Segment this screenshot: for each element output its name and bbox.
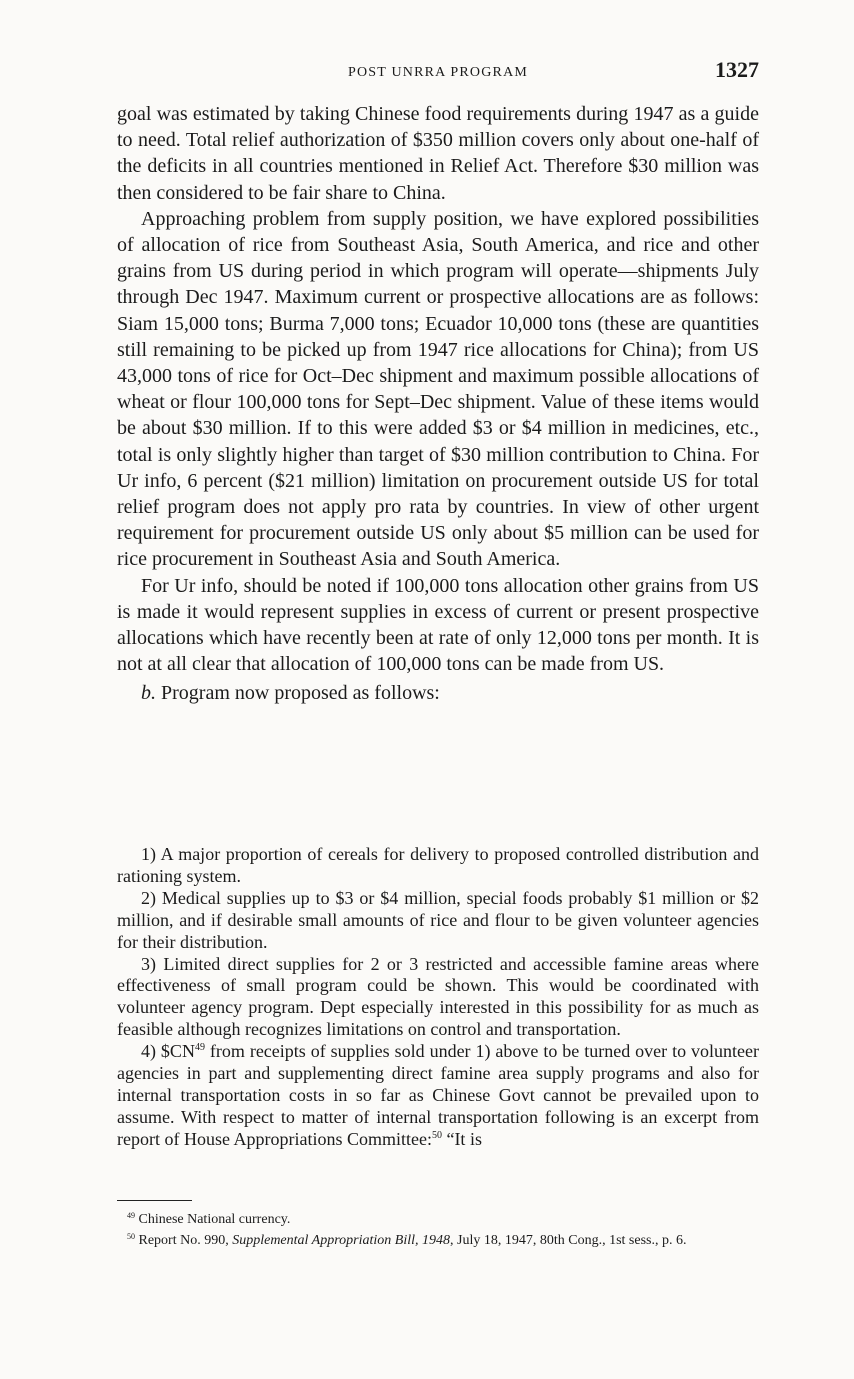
running-head: POST UNRRA PROGRAM xyxy=(347,65,529,80)
subsection-b xyxy=(117,680,759,706)
footnote-50 xyxy=(117,1228,759,1249)
footnote-divider xyxy=(117,1200,192,1201)
footnote-50-mark: 50 xyxy=(127,1232,135,1241)
page-number: 1327 xyxy=(715,57,759,82)
list-item-3: 3) Limited direct supplies for 2 or 3 restricted and accessible famine areas where effectiveness of small program could be shown. This would be coordinated with volunteer agency program. Dept especially interested in this possibility for as much as feasible although recognizes limitations on control and transportation. xyxy=(117,953,759,1040)
footnote-49-mark: 49 xyxy=(127,1211,135,1220)
footnote-49-text: Chinese National currency. xyxy=(138,1212,291,1227)
subsection-text: Program now proposed as follows: xyxy=(161,682,440,705)
list-item-4-end: “It is xyxy=(441,1128,482,1149)
list-item-4-body: from receipts of supplies sold under 1) above to be turned over to volunteer agencies in part and supplementing direct famine area supply programs and also for internal transportation costs in so far as Chinese Govt cannot be prevailed upon to assume. With respect to matter of internal transportation following is an excerpt from report of House Appropriations Committee: xyxy=(117,1041,759,1149)
footnotes xyxy=(117,1207,759,1249)
list-item-1: 1) A major proportion of cereals for delivery to proposed controlled distribution and rationing system. xyxy=(117,844,759,886)
paragraph-1: goal was estimated by taking Chinese food requirements during 1947 as a guide to need. Total relief authorization of $350 million covers only about one-half of the deficits in all countries mentioned in Relief Act. Therefore $30 million was then considered to be fair share to China. xyxy=(117,103,759,204)
footnote-50-pre: Report No. 990, xyxy=(138,1233,233,1248)
page-header xyxy=(117,57,759,85)
footnote-50-post: , July 18, 1947, 80th Cong., 1st sess., p. 6. xyxy=(450,1233,687,1248)
footnote-ref-50[interactable]: 50 xyxy=(431,1129,442,1141)
list-item-4-start: 4) $CN xyxy=(141,1041,195,1062)
footnote-49 xyxy=(117,1207,759,1228)
list-item-4 xyxy=(117,1041,759,1151)
paragraph-3: For Ur info, should be noted if 100,000 tons allocation other grains from US is made it would represent supplies in excess of current or present prospective allocations which have recently been at rate of only 12,000 tons per month. It is not at all clear that allocation of 100,000 tons can be made from US. xyxy=(117,574,759,676)
program-list xyxy=(117,844,759,1151)
list-item-2: 2) Medical supplies up to $3 or $4 million, special foods probably $1 million or $2 million, and if desirable small amounts of rice and flour to be given volunteer agencies for their distribution. xyxy=(117,887,759,952)
footnote-ref-49[interactable]: 49 xyxy=(194,1042,205,1054)
body-text xyxy=(117,101,759,707)
paragraph-2: Approaching problem from supply position, we have explored possibilities of allocation of rice from Southeast Asia, South America, and rice and other grains from US during period in which program will operate—shipments July through Dec 1947. Maximum current or prospective allocations are as follows: Siam 15,000 tons; Burma 7,000 tons; Ecuador 10,000 tons (these are quantities still remaining to be picked up from 1947 rice allocations for China); from US 43,000 tons of rice for Oct–Dec shipment and maximum possible allocations of wheat or flour 100,000 tons for Sept–Dec shipment. Value of these items would be about $30 million. If to this were added $3 or $4 million in medicines, etc., total is only slightly higher than target of $30 million contribution to China. For Ur info, 6 percent ($21 million) limitation on procurement outside US for total relief program does not apply pro rata by countries. In view of other urgent requirement for procurement outside US only about $5 million can be used for rice procurement in Southeast Asia and South America. xyxy=(117,207,759,571)
subsection-label: b. xyxy=(141,682,156,705)
footnote-50-title: Supplemental Appropriation Bill, 1948 xyxy=(232,1233,450,1248)
